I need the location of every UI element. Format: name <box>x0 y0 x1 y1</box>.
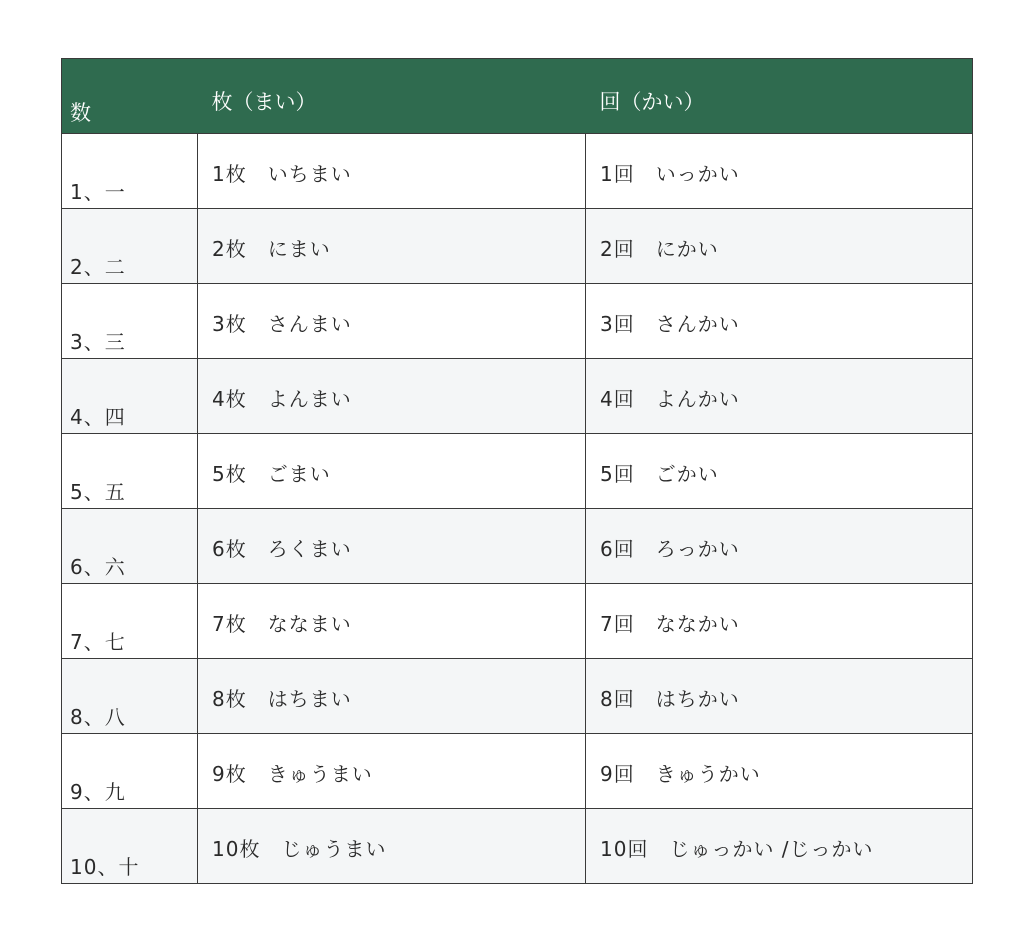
number-cell: 7、七 <box>62 584 198 659</box>
kai-cell: 7回 ななかい <box>586 584 973 659</box>
table-row <box>62 809 973 884</box>
header-kai: 回（かい） <box>586 59 973 134</box>
kai-cell: 10回 じゅっかい /じっかい <box>586 809 973 884</box>
table-row <box>62 434 973 509</box>
table-row <box>62 359 973 434</box>
number-cell: 10、十 <box>62 809 198 884</box>
table-row <box>62 734 973 809</box>
table-row <box>62 284 973 359</box>
mai-cell: 6枚 ろくまい <box>198 509 586 584</box>
table-row <box>62 584 973 659</box>
mai-cell: 1枚 いちまい <box>198 134 586 209</box>
number-cell: 6、六 <box>62 509 198 584</box>
kai-cell: 9回 きゅうかい <box>586 734 973 809</box>
number-cell: 8、八 <box>62 659 198 734</box>
mai-cell: 2枚 にまい <box>198 209 586 284</box>
kai-cell: 6回 ろっかい <box>586 509 973 584</box>
mai-cell: 10枚 じゅうまい <box>198 809 586 884</box>
kai-cell: 5回 ごかい <box>586 434 973 509</box>
mai-cell: 9枚 きゅうまい <box>198 734 586 809</box>
number-cell: 2、二 <box>62 209 198 284</box>
mai-cell: 4枚 よんまい <box>198 359 586 434</box>
number-cell: 1、一 <box>62 134 198 209</box>
counter-table <box>61 58 973 884</box>
header-mai: 枚（まい） <box>198 59 586 134</box>
table-row <box>62 659 973 734</box>
kai-cell: 3回 さんかい <box>586 284 973 359</box>
kai-cell: 2回 にかい <box>586 209 973 284</box>
mai-cell: 3枚 さんまい <box>198 284 586 359</box>
mai-cell: 7枚 ななまい <box>198 584 586 659</box>
number-cell: 4、四 <box>62 359 198 434</box>
mai-cell: 5枚 ごまい <box>198 434 586 509</box>
kai-cell: 4回 よんかい <box>586 359 973 434</box>
mai-cell: 8枚 はちまい <box>198 659 586 734</box>
kai-cell: 1回 いっかい <box>586 134 973 209</box>
number-cell: 9、九 <box>62 734 198 809</box>
kai-cell: 8回 はちかい <box>586 659 973 734</box>
number-cell: 3、三 <box>62 284 198 359</box>
table-row <box>62 509 973 584</box>
table-row <box>62 134 973 209</box>
table-row <box>62 209 973 284</box>
header-number: 数 <box>62 59 198 134</box>
header-row <box>62 59 973 134</box>
number-cell: 5、五 <box>62 434 198 509</box>
